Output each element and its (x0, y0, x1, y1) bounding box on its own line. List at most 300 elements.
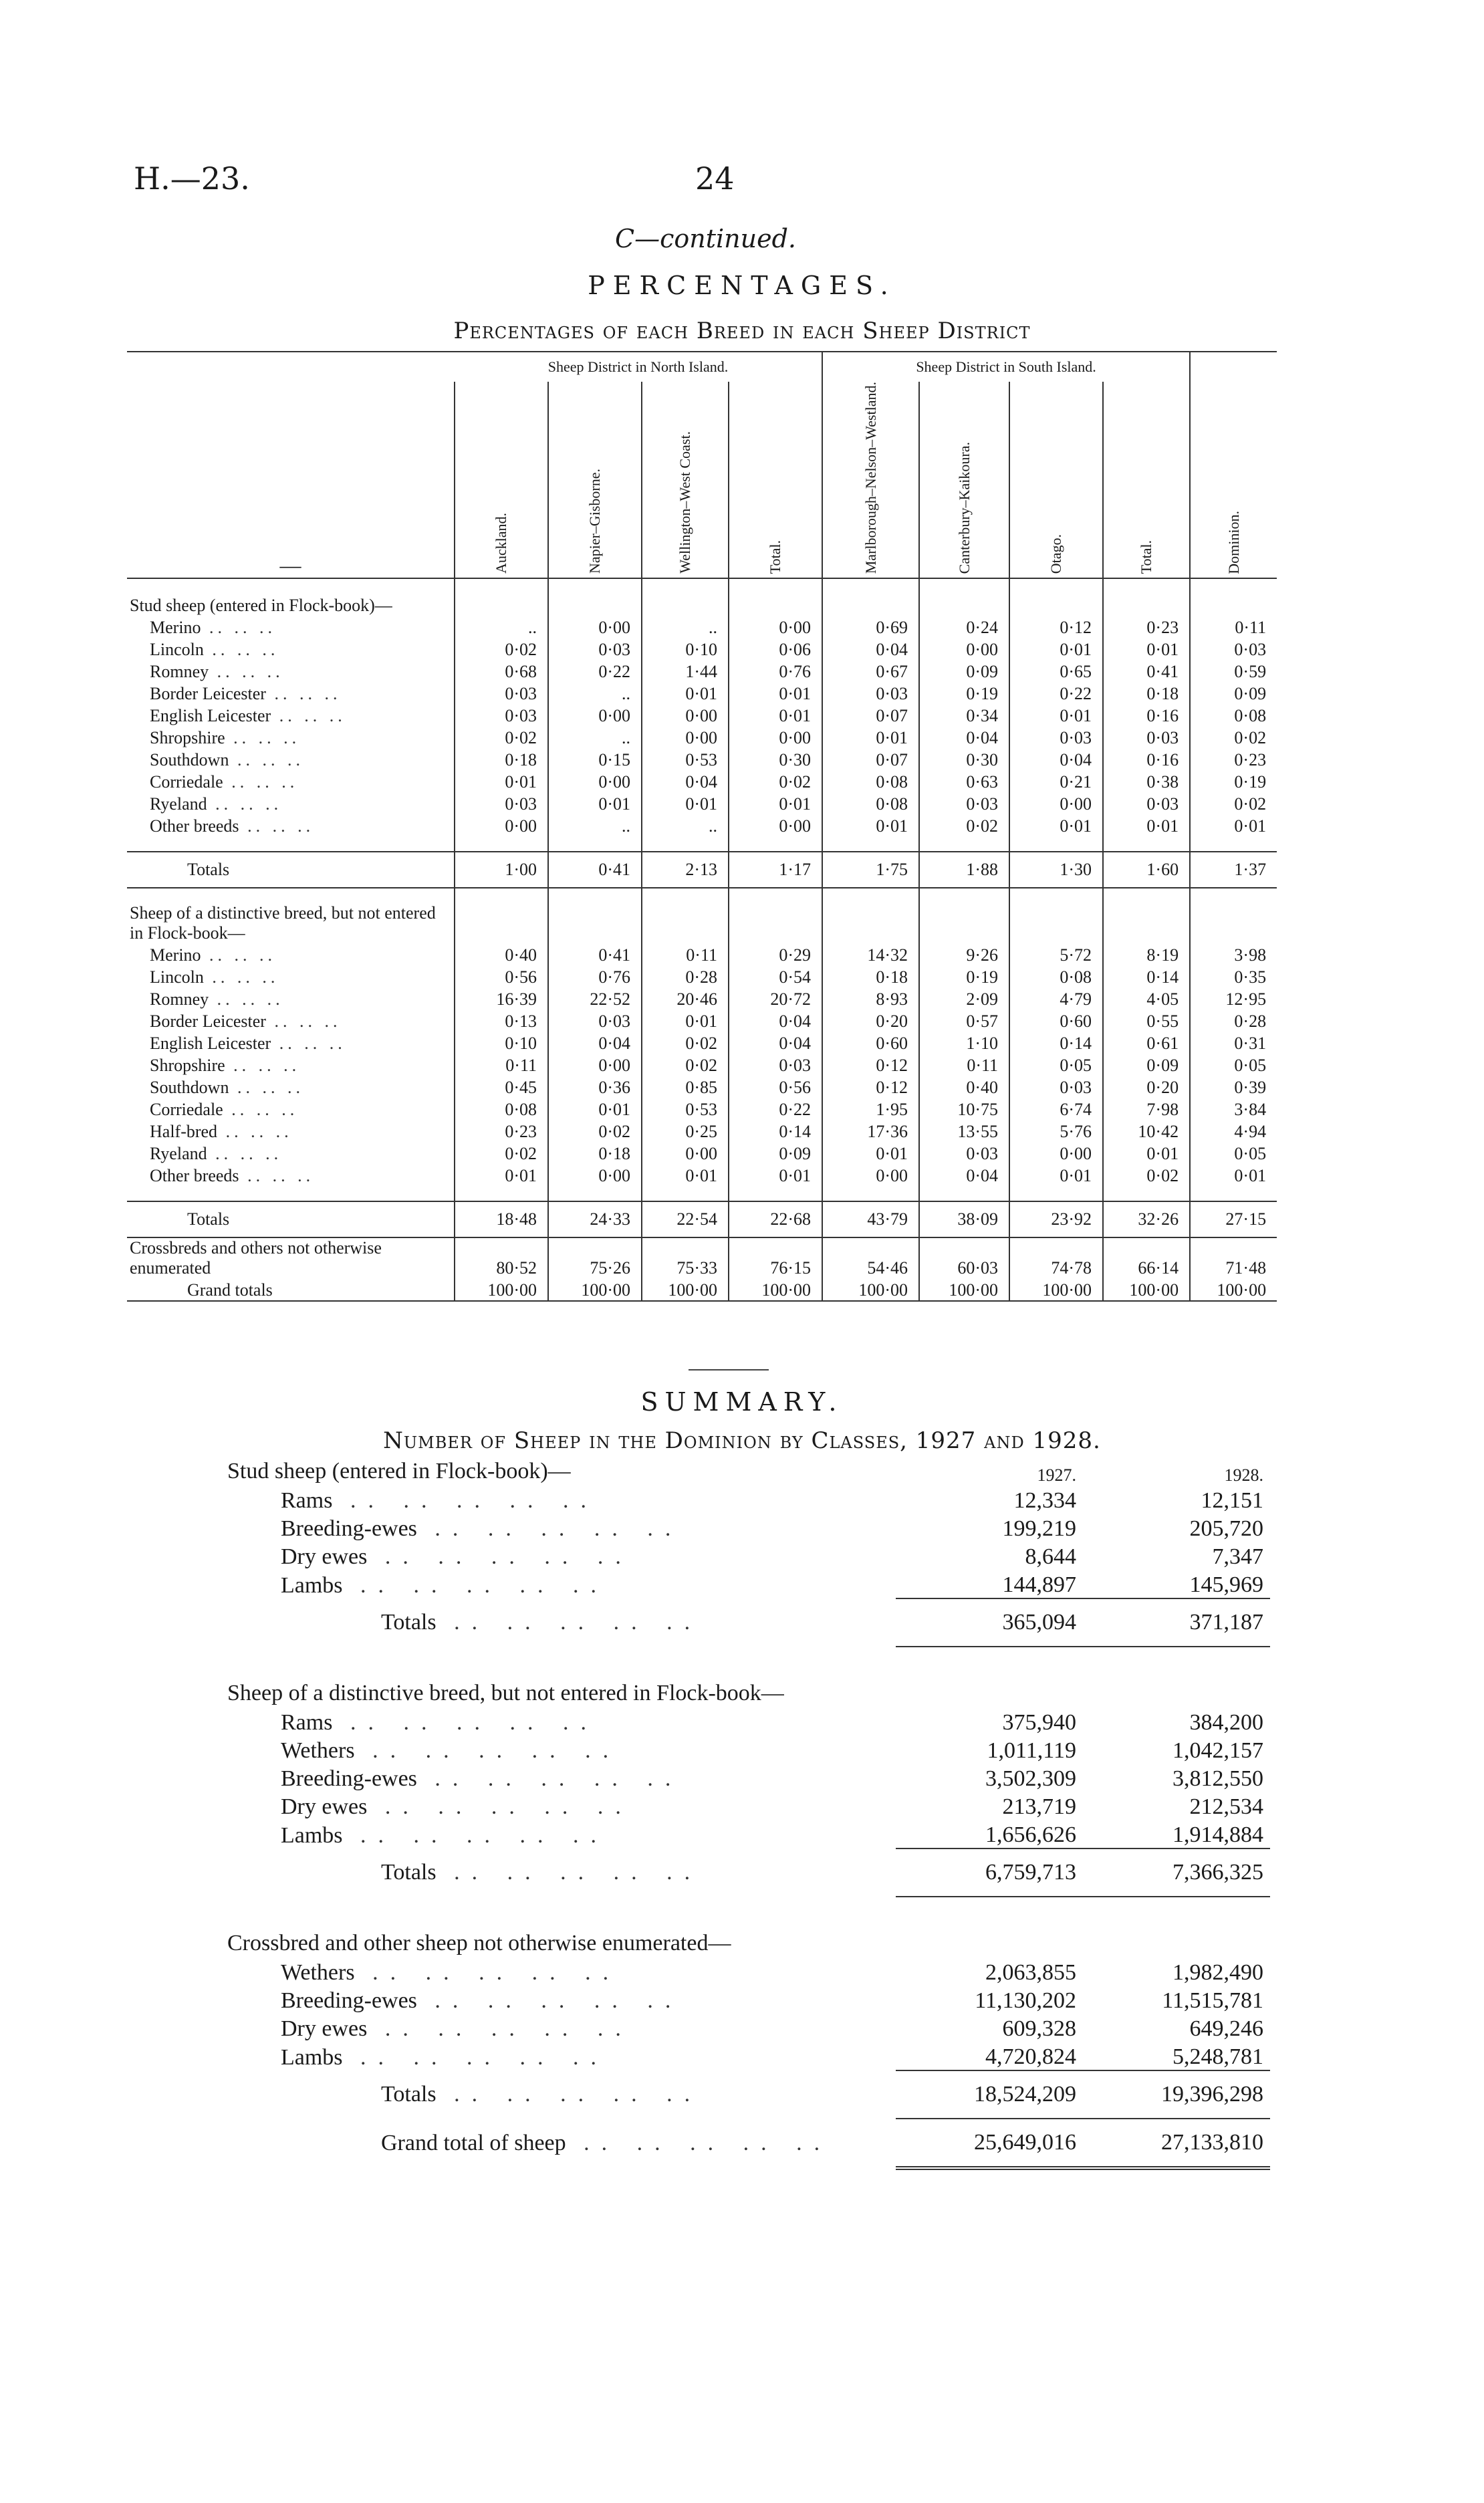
value-cell: 0·02 (1190, 726, 1277, 748)
value-cell: 0·36 (548, 1076, 642, 1098)
value-cell: 0·60 (1009, 1009, 1103, 1032)
value-cell: 43·79 (822, 1201, 919, 1237)
row-label-text: Half-bred (150, 1122, 218, 1142)
summary-label (227, 1542, 896, 1570)
value-1928: 12,151 (1201, 1488, 1263, 1513)
value-cell: 0·04 (919, 726, 1009, 748)
row-label-text: Corriedale (150, 1100, 223, 1120)
column-header-label: Marlborough–Nelson–Westland. (862, 382, 879, 574)
total-1928: 7,366,325 (1083, 1849, 1270, 1897)
leader-dots: .. .. .. (271, 1034, 346, 1054)
summary-label-text: Totals (381, 2082, 437, 2107)
spacer (729, 1186, 822, 1201)
value-cell: 4·05 (1103, 987, 1190, 1009)
value-cell: 0·24 (919, 616, 1009, 638)
row-label (127, 1201, 455, 1237)
percentages-table (127, 351, 1277, 1302)
year-1927-header: 1927. (1037, 1465, 1076, 1485)
grand-totals-row (127, 1278, 1277, 1301)
empty-cell (548, 903, 642, 943)
total-1927: 18,524,209 (896, 2070, 1083, 2119)
value-cell: 3·84 (1190, 1098, 1277, 1120)
spacer (127, 836, 455, 852)
empty-cell (1083, 1679, 1270, 1707)
spacer (1190, 836, 1277, 852)
value-cell: 0·18 (455, 748, 548, 770)
row-label-text: Romney (150, 662, 209, 682)
value-cell: 0·00 (1009, 792, 1103, 814)
value-cell: 0·09 (729, 1142, 822, 1164)
value-cell: 0·23 (1190, 748, 1277, 770)
value-cell: 0·03 (455, 682, 548, 704)
summary-row (227, 2014, 1270, 2042)
spacer (642, 578, 729, 594)
column-header (822, 382, 919, 578)
row-label-text: Totals (187, 1209, 230, 1229)
value-cell: 0·00 (729, 616, 822, 638)
row-label (127, 965, 455, 987)
table-row (127, 616, 1277, 638)
row-label-text: Border Leicester (150, 684, 266, 704)
table-row (127, 1054, 1277, 1076)
value-1928: 145,969 (1189, 1572, 1263, 1597)
summary-label (227, 1849, 896, 1897)
column-header-label: Dominion. (1225, 510, 1242, 574)
document-reference: H.—23. (134, 160, 250, 197)
row-label-text: Merino (150, 945, 201, 965)
value-cell: 0·00 (548, 1054, 642, 1076)
value-cell: 0·07 (822, 748, 919, 770)
section-title-row (127, 594, 1277, 616)
value-cell: 0·03 (1190, 638, 1277, 660)
value-cell: 0·03 (822, 682, 919, 704)
value-cell: 0·18 (1103, 682, 1190, 704)
empty-cell (822, 594, 919, 616)
leader-dots: .. .. .. .. .. (367, 1794, 633, 1819)
empty-cell (1103, 594, 1190, 616)
group-south-island: Sheep District in South Island. (822, 352, 1190, 382)
empty-cell (455, 594, 548, 616)
value-1927: 11,130,202 (975, 1988, 1076, 2013)
value-cell: 75·33 (642, 1237, 729, 1278)
leader-dots: .. .. .. .. .. (342, 1823, 609, 1848)
value-cell: 0·01 (1009, 704, 1103, 726)
summary-label (227, 1929, 896, 1957)
column-header-label: Total. (767, 540, 784, 574)
leader-dots: .. .. .. .. .. (416, 1766, 683, 1791)
row-label (127, 1164, 455, 1186)
value-1928: 384,200 (1189, 1710, 1263, 1735)
value-cell: 0·01 (729, 1164, 822, 1186)
row-label-text: Merino (150, 618, 201, 638)
value-1928: 649,246 (1189, 2016, 1263, 2041)
grand-total-1928: 27,133,810 (1083, 2119, 1270, 2168)
value-cell: 0·01 (729, 792, 822, 814)
value-cell: 0·01 (1190, 1164, 1277, 1186)
summary-row (227, 1820, 1270, 1849)
leader-dots: .. .. .. (223, 772, 299, 792)
empty-cell (822, 903, 919, 943)
value-cell: 22·54 (642, 1201, 729, 1237)
value-cell: 8·93 (822, 987, 919, 1009)
group-title-row (227, 1457, 1270, 1485)
summary-label-text: Dry ewes (281, 2016, 368, 2041)
summary-table (227, 1457, 1270, 2170)
value-cell: 0·07 (822, 704, 919, 726)
value-cell: 100·00 (822, 1278, 919, 1301)
value-cell: 3·98 (1190, 943, 1277, 965)
spacer (729, 888, 822, 903)
crossbred-row (127, 1237, 1277, 1278)
value-cell: 0·03 (548, 638, 642, 660)
value-cell: 24·33 (548, 1201, 642, 1237)
value-cell: 0·08 (1190, 704, 1277, 726)
value-1928: 205,720 (1189, 1516, 1263, 1541)
summary-label-text: Rams (281, 1710, 333, 1735)
value-cell: 0·61 (1103, 1032, 1190, 1054)
value-cell: 0·65 (1009, 660, 1103, 682)
row-label (127, 943, 455, 965)
table-row (127, 987, 1277, 1009)
leader-dots: .. .. .. .. .. (342, 1573, 609, 1598)
value-cell: 0·02 (642, 1032, 729, 1054)
value-cell: 1·10 (919, 1032, 1009, 1054)
spacer (548, 1186, 642, 1201)
value-cell: 54·46 (822, 1237, 919, 1278)
leader-dots: .. .. .. .. .. (332, 1488, 598, 1513)
spacer (455, 836, 548, 852)
value-cell: 0·04 (822, 638, 919, 660)
value-cell: 0·01 (1009, 814, 1103, 836)
spacer (919, 578, 1009, 594)
value-cell: 1·95 (822, 1098, 919, 1120)
value-cell: 0·08 (455, 1098, 548, 1120)
value-cell: 0·56 (729, 1076, 822, 1098)
table-row (127, 943, 1277, 965)
value-cell: 0·38 (1103, 770, 1190, 792)
value-cell: 0·12 (822, 1054, 919, 1076)
value-cell: 0·02 (455, 1142, 548, 1164)
summary-label-text: Totals (381, 1860, 437, 1885)
value-cell: 1·30 (1009, 852, 1103, 888)
value-cell: 0·20 (1103, 1076, 1190, 1098)
value-cell: 0·53 (642, 748, 729, 770)
value-cell: 0·01 (548, 1098, 642, 1120)
value-cell: 0·14 (729, 1120, 822, 1142)
value-cell: 0·29 (729, 943, 822, 965)
summary-label (227, 1485, 896, 1514)
value-cell: 9·26 (919, 943, 1009, 965)
total-1927: 6,759,713 (896, 1849, 1083, 1897)
value-cell: 0·14 (1103, 965, 1190, 987)
spacer (919, 888, 1009, 903)
value-cell: 0·40 (919, 1076, 1009, 1098)
value-cell: 0·12 (822, 1076, 919, 1098)
value-cell: 0·59 (1190, 660, 1277, 682)
table-row (127, 726, 1277, 748)
spacer (822, 1186, 919, 1201)
spacer (227, 1897, 896, 1929)
value-cell: 100·00 (642, 1278, 729, 1301)
value-cell: 0·22 (548, 660, 642, 682)
spacer (455, 888, 548, 903)
value-cell: 8·19 (1103, 943, 1190, 965)
row-label-text: Ryeland (150, 794, 207, 814)
value-1928: 1,914,884 (1172, 1822, 1263, 1847)
table-row (127, 1142, 1277, 1164)
leader-dots: .. .. .. (265, 684, 342, 704)
column-dash: — (127, 382, 455, 578)
value-cell: 66·14 (1103, 1237, 1190, 1278)
table-row (127, 1098, 1277, 1120)
value-cell: .. (548, 726, 642, 748)
spacer-row (227, 1647, 1270, 1679)
value-cell: 4·94 (1190, 1120, 1277, 1142)
value-cell: 0·25 (642, 1120, 729, 1142)
summary-row (227, 1957, 1270, 1986)
column-header (1009, 382, 1103, 578)
summary-row (227, 1764, 1270, 1792)
value-cell: 0·01 (729, 682, 822, 704)
value-cell: 0·11 (1190, 616, 1277, 638)
leader-dots: .. .. .. (229, 1078, 304, 1098)
empty-cell (896, 1929, 1083, 1957)
leader-dots: .. .. .. .. .. (354, 1960, 621, 1985)
value-1927: 1,011,119 (987, 1738, 1076, 1763)
value-cell: 10·75 (919, 1098, 1009, 1120)
header-blank (1190, 352, 1277, 382)
value-cell: 0·02 (1103, 1164, 1190, 1186)
value-cell: 0·01 (822, 814, 919, 836)
summary-row (227, 1542, 1270, 1570)
value-cell: 0·03 (548, 1009, 642, 1032)
value-cell: 0·11 (455, 1054, 548, 1076)
table-row (127, 704, 1277, 726)
summary-label-text: Lambs (281, 2045, 343, 2070)
value-cell: 0·01 (642, 1009, 729, 1032)
column-header (1190, 382, 1277, 578)
value-cell: 0·00 (642, 704, 729, 726)
value-cell: 0·39 (1190, 1076, 1277, 1098)
value-cell: 100·00 (548, 1278, 642, 1301)
value-cell: 0·28 (1190, 1009, 1277, 1032)
column-header-label: Canterbury–Kaikoura. (955, 441, 973, 574)
percentages-subtitle: Percentages of each Breed in each Sheep District (453, 318, 1031, 344)
table-row (127, 638, 1277, 660)
value-cell: 12·95 (1190, 987, 1277, 1009)
row-label-text: Ryeland (150, 1144, 207, 1164)
table-row (127, 1164, 1277, 1186)
summary-label-text: Wethers (281, 1738, 355, 1763)
value-cell: 20·72 (729, 987, 822, 1009)
row-label (127, 616, 455, 638)
value-cell: 0·03 (1103, 726, 1190, 748)
row-label (127, 792, 455, 814)
value-cell: 0·02 (548, 1120, 642, 1142)
row-label-text: Other breeds (150, 1166, 239, 1186)
value-cell: 0·09 (919, 660, 1009, 682)
leader-dots: .. .. .. .. .. (367, 2016, 633, 2041)
summary-label-text: Totals (381, 1610, 437, 1635)
value-cell: 0·08 (822, 792, 919, 814)
value-cell: 0·00 (642, 726, 729, 748)
spacer-row (127, 1186, 1277, 1201)
value-cell: 0·00 (729, 814, 822, 836)
column-header (642, 382, 729, 578)
value-cell: 0·00 (1009, 1142, 1103, 1164)
empty-cell (1190, 903, 1277, 943)
empty-cell (919, 594, 1009, 616)
summary-label-text: Dry ewes (281, 1544, 368, 1569)
total-1928: 371,187 (1083, 1598, 1270, 1647)
row-label (127, 1098, 455, 1120)
spacer (548, 888, 642, 903)
row-label (127, 1032, 455, 1054)
value-cell: .. (455, 616, 548, 638)
value-1928: 3,812,550 (1172, 1766, 1263, 1791)
section-title: Stud sheep (entered in Flock-book)— (130, 596, 392, 616)
row-label (127, 1009, 455, 1032)
value-cell: 0·01 (822, 726, 919, 748)
summary-label (227, 1570, 896, 1598)
summary-label (227, 2014, 896, 2042)
row-label (127, 638, 455, 660)
value-1927: 3,502,309 (985, 1766, 1076, 1791)
table-row (127, 1032, 1277, 1054)
year-1928-header: 1928. (1224, 1465, 1263, 1485)
value-cell: 0·03 (455, 704, 548, 726)
value-cell: 10·42 (1103, 1120, 1190, 1142)
leader-dots: .. .. .. .. .. (416, 1516, 683, 1541)
totals-row (127, 852, 1277, 888)
value-cell: 0·01 (1103, 638, 1190, 660)
spacer (1083, 1897, 1270, 1929)
leader-dots: .. .. .. (271, 706, 346, 726)
value-cell: 0·06 (729, 638, 822, 660)
row-label (127, 748, 455, 770)
column-header (919, 382, 1009, 578)
page-number: 24 (695, 160, 735, 197)
value-1927: 375,940 (1002, 1710, 1076, 1735)
row-label-text: English Leicester (150, 706, 271, 726)
summary-label (227, 1986, 896, 2014)
value-cell: 0·00 (548, 704, 642, 726)
value-cell: 0·14 (1009, 1032, 1103, 1054)
value-cell: 74·78 (1009, 1237, 1103, 1278)
empty-cell (455, 903, 548, 943)
value-cell: 22·52 (548, 987, 642, 1009)
value-cell: 0·10 (455, 1032, 548, 1054)
column-header-label: Total. (1138, 540, 1155, 574)
value-cell: 0·01 (455, 1164, 548, 1186)
value-cell: 0·00 (642, 1142, 729, 1164)
value-cell: 20·46 (642, 987, 729, 1009)
value-cell: 0·41 (548, 852, 642, 888)
value-cell: 22·68 (729, 1201, 822, 1237)
empty-cell (729, 594, 822, 616)
value-cell: 0·03 (1009, 1076, 1103, 1098)
row-label (127, 1142, 455, 1164)
leader-dots: .. .. .. (209, 662, 284, 682)
value-cell: 16·39 (455, 987, 548, 1009)
table-row (127, 1120, 1277, 1142)
summary-subtitle: Number of Sheep in the Dominion by Classes, 1927 and 1928. (383, 1427, 1101, 1454)
row-label (127, 1054, 455, 1076)
summary-title: SUMMARY. (640, 1387, 844, 1417)
value-cell: 0·00 (822, 1164, 919, 1186)
spacer (1009, 578, 1103, 594)
grand-total-row (227, 2119, 1270, 2168)
summary-label-text: Lambs (281, 1823, 343, 1848)
value-cell: 0·00 (548, 616, 642, 638)
summary-label (227, 1679, 896, 1707)
spacer (1190, 888, 1277, 903)
value-cell: 38·09 (919, 1201, 1009, 1237)
column-header-label: Wellington–West Coast. (676, 431, 693, 574)
value-cell: 0·13 (455, 1009, 548, 1032)
value-cell: 27·15 (1190, 1201, 1277, 1237)
summary-totals-row (227, 1598, 1270, 1647)
row-label-text: Shropshire (150, 728, 225, 748)
value-cell: 0·30 (729, 748, 822, 770)
spacer (642, 1186, 729, 1201)
value-cell: 32·26 (1103, 1201, 1190, 1237)
summary-label-text: Rams (281, 1488, 333, 1513)
spacer (127, 1186, 455, 1201)
summary-row (227, 1792, 1270, 1820)
value-cell: 0·01 (1009, 638, 1103, 660)
value-1928: 7,347 (1212, 1544, 1263, 1569)
spacer (227, 1647, 896, 1679)
value-cell: 0·16 (1103, 704, 1190, 726)
leader-dots: .. .. .. (265, 1011, 342, 1032)
value-cell: 0·00 (729, 726, 822, 748)
value-cell: .. (642, 814, 729, 836)
leader-dots: .. .. .. (225, 728, 301, 748)
spacer (455, 578, 548, 594)
leader-dots: .. .. .. (201, 945, 277, 965)
row-label (127, 726, 455, 748)
column-header-label: Napier–Gisborne. (586, 469, 603, 574)
leader-dots: .. .. .. .. .. (436, 1610, 703, 1635)
row-label (127, 682, 455, 704)
summary-label (227, 1764, 896, 1792)
spacer (822, 888, 919, 903)
spacer (1083, 1647, 1270, 1679)
table-row (127, 682, 1277, 704)
row-label (127, 814, 455, 836)
leader-dots: .. .. .. (229, 750, 304, 770)
group-title-row (227, 1679, 1270, 1707)
value-cell: 0·18 (548, 1142, 642, 1164)
empty-cell (1009, 594, 1103, 616)
spacer (1103, 836, 1190, 852)
summary-label-text: Wethers (281, 1960, 355, 1985)
summary-row (227, 1736, 1270, 1764)
empty-cell (1103, 903, 1190, 943)
spacer-row (227, 1897, 1270, 1929)
row-label-text: Shropshire (150, 1056, 225, 1076)
value-cell: 0·55 (1103, 1009, 1190, 1032)
value-cell: 0·18 (822, 965, 919, 987)
row-label-text: Lincoln (150, 640, 204, 660)
value-cell: 0·01 (642, 682, 729, 704)
row-label-text: Totals (187, 860, 230, 880)
summary-label-text: Sheep of a distinctive breed, but not entered in Flock-book— (227, 1681, 784, 1705)
spacer (642, 888, 729, 903)
row-label-text: Corriedale (150, 772, 223, 792)
summary-label (227, 1736, 896, 1764)
